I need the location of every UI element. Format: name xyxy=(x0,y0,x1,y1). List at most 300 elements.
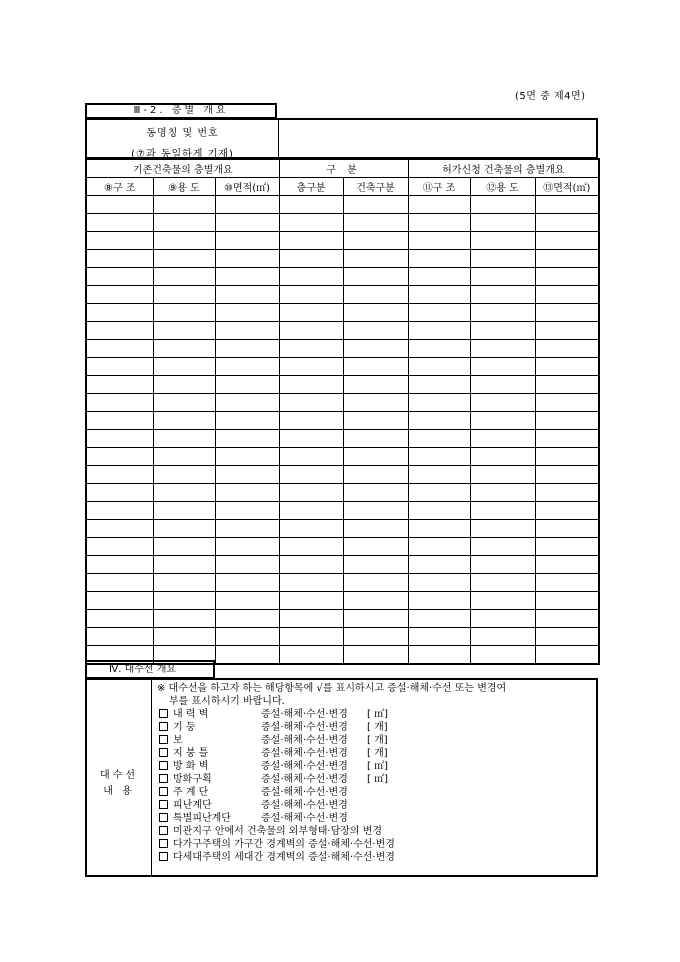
table-cell[interactable] xyxy=(408,484,470,502)
checkbox[interactable] xyxy=(159,852,168,861)
blank-rows xyxy=(86,196,599,665)
table-cell[interactable] xyxy=(470,232,535,250)
table-cell[interactable] xyxy=(215,646,279,665)
table-cell[interactable] xyxy=(535,610,599,628)
table-cell[interactable] xyxy=(215,394,279,412)
table-cell[interactable] xyxy=(408,358,470,376)
table-cell[interactable] xyxy=(343,322,408,340)
table-cell[interactable] xyxy=(279,592,343,610)
table-cell[interactable] xyxy=(215,268,279,286)
table-cell[interactable] xyxy=(279,412,343,430)
table-cell[interactable] xyxy=(408,304,470,322)
table-cell[interactable] xyxy=(408,628,470,646)
table-cell[interactable] xyxy=(408,250,470,268)
table-cell[interactable] xyxy=(470,214,535,232)
table-cell[interactable] xyxy=(535,628,599,646)
checkbox[interactable] xyxy=(159,735,168,744)
table-cell[interactable] xyxy=(535,232,599,250)
table-cell[interactable] xyxy=(470,448,535,466)
table-row xyxy=(86,394,599,412)
table-cell[interactable] xyxy=(86,250,153,268)
repair-item-options: 증설·해체·수선·변경 xyxy=(261,787,348,798)
table-cell[interactable] xyxy=(470,646,535,665)
table-cell[interactable] xyxy=(153,430,215,448)
checkbox[interactable] xyxy=(159,839,168,848)
table-cell[interactable] xyxy=(470,556,535,574)
table-cell[interactable] xyxy=(279,322,343,340)
table-cell[interactable] xyxy=(153,610,215,628)
col-header-structure-new: ⑪구 조 xyxy=(408,178,470,196)
table-cell[interactable] xyxy=(470,394,535,412)
table-cell[interactable] xyxy=(343,502,408,520)
table-cell[interactable] xyxy=(408,394,470,412)
repair-item xyxy=(157,773,597,786)
table-cell[interactable] xyxy=(86,520,153,538)
table-cell[interactable] xyxy=(153,574,215,592)
table-cell[interactable] xyxy=(343,592,408,610)
repair-item xyxy=(157,747,597,760)
table-cell[interactable] xyxy=(215,232,279,250)
table-row xyxy=(86,340,599,358)
table-cell[interactable] xyxy=(343,358,408,376)
table-cell[interactable] xyxy=(343,628,408,646)
checkbox[interactable] xyxy=(159,800,168,809)
repair-item-unit: [ 개] xyxy=(367,735,388,746)
instruction-line2: 부를 표시하시기 바랍니다. xyxy=(169,696,285,707)
table-cell[interactable] xyxy=(470,286,535,304)
table-cell[interactable] xyxy=(153,502,215,520)
table-cell[interactable] xyxy=(408,592,470,610)
table-cell[interactable] xyxy=(408,556,470,574)
building-name-label-line1: 동명칭 및 번호 xyxy=(146,128,219,139)
table-row xyxy=(86,466,599,484)
table-cell[interactable] xyxy=(86,484,153,502)
table-cell[interactable] xyxy=(153,484,215,502)
table-cell[interactable] xyxy=(470,376,535,394)
repair-item-unit: [ ㎡] xyxy=(367,761,388,772)
table-cell[interactable] xyxy=(470,340,535,358)
table-cell[interactable] xyxy=(343,484,408,502)
table-cell[interactable] xyxy=(279,394,343,412)
table-cell[interactable] xyxy=(279,196,343,214)
table-cell[interactable] xyxy=(215,538,279,556)
table-cell[interactable] xyxy=(86,322,153,340)
table-cell[interactable] xyxy=(86,610,153,628)
repair-item-long-text: 다가구주택의 가구간 경계벽의 증설·해체·수선·변경 xyxy=(173,839,395,850)
col-header-use-new: ⑫용 도 xyxy=(470,178,535,196)
table-cell[interactable] xyxy=(343,556,408,574)
table-cell[interactable] xyxy=(470,466,535,484)
table-cell[interactable] xyxy=(470,196,535,214)
table-cell[interactable] xyxy=(153,196,215,214)
table-cell[interactable] xyxy=(279,448,343,466)
table-cell[interactable] xyxy=(343,574,408,592)
table-cell[interactable] xyxy=(279,610,343,628)
table-cell[interactable] xyxy=(215,412,279,430)
repair-item-options: 증설·해체·수선·변경 xyxy=(261,813,348,824)
table-cell[interactable] xyxy=(279,340,343,358)
table-cell[interactable] xyxy=(470,322,535,340)
table-cell[interactable] xyxy=(408,412,470,430)
table-cell[interactable] xyxy=(535,556,599,574)
col-header-structure: ⑧구 조 xyxy=(86,178,153,196)
table-cell[interactable] xyxy=(535,520,599,538)
table-cell[interactable] xyxy=(279,574,343,592)
table-cell[interactable] xyxy=(86,466,153,484)
table-cell[interactable] xyxy=(343,340,408,358)
repair-label-column xyxy=(87,680,152,875)
table-cell[interactable] xyxy=(86,412,153,430)
table-cell[interactable] xyxy=(343,232,408,250)
table-row xyxy=(86,628,599,646)
table-cell[interactable] xyxy=(408,574,470,592)
table-cell[interactable] xyxy=(86,358,153,376)
table-cell[interactable] xyxy=(535,358,599,376)
table-cell[interactable] xyxy=(86,574,153,592)
table-cell[interactable] xyxy=(535,394,599,412)
table-row xyxy=(86,592,599,610)
table-row xyxy=(86,304,599,322)
applied-building-header: 허가신청 건축물의 층별개요 xyxy=(408,159,599,178)
table-cell[interactable] xyxy=(153,466,215,484)
table-cell[interactable] xyxy=(343,430,408,448)
table-cell[interactable] xyxy=(343,610,408,628)
table-cell[interactable] xyxy=(215,250,279,268)
repair-items xyxy=(157,708,597,864)
table-cell[interactable] xyxy=(215,376,279,394)
table-row xyxy=(86,574,599,592)
table-cell[interactable] xyxy=(279,466,343,484)
table-cell[interactable] xyxy=(86,268,153,286)
table-cell[interactable] xyxy=(215,286,279,304)
table-cell[interactable] xyxy=(279,628,343,646)
division-header: 구 분 xyxy=(279,159,408,178)
table-cell[interactable] xyxy=(215,592,279,610)
building-name-label xyxy=(87,120,279,158)
repair-item-name: 기 둥 xyxy=(173,722,196,733)
checkbox[interactable] xyxy=(159,826,168,835)
table-cell[interactable] xyxy=(470,250,535,268)
repair-item-unit xyxy=(367,812,427,825)
table-cell[interactable] xyxy=(470,430,535,448)
table-cell[interactable] xyxy=(279,232,343,250)
table-cell[interactable] xyxy=(343,520,408,538)
repair-item-options: 증설·해체·수선·변경 xyxy=(261,800,348,811)
table-cell[interactable] xyxy=(343,268,408,286)
table-cell[interactable] xyxy=(153,268,215,286)
table-cell[interactable] xyxy=(535,196,599,214)
repair-item-name: 피난계단 xyxy=(173,800,212,811)
table-cell[interactable] xyxy=(535,592,599,610)
table-row xyxy=(86,358,599,376)
repair-label-line2: 내 용 xyxy=(103,786,135,797)
col-header-area: ⑩면적(㎡) xyxy=(215,178,279,196)
table-cell[interactable] xyxy=(215,610,279,628)
table-row xyxy=(86,538,599,556)
repair-item-unit: [ ㎡] xyxy=(367,709,388,720)
table-cell[interactable] xyxy=(470,610,535,628)
repair-item-options: 증설·해체·수선·변경 xyxy=(261,748,348,759)
table-row xyxy=(86,610,599,628)
table-row xyxy=(86,268,599,286)
table-cell[interactable] xyxy=(470,358,535,376)
table-cell[interactable] xyxy=(535,538,599,556)
repair-item xyxy=(157,760,597,773)
col-header-building-type: 건축구분 xyxy=(343,178,408,196)
table-cell[interactable] xyxy=(408,538,470,556)
table-row xyxy=(86,232,599,250)
table-cell[interactable] xyxy=(535,484,599,502)
table-cell[interactable] xyxy=(153,412,215,430)
table-cell[interactable] xyxy=(86,538,153,556)
table-cell[interactable] xyxy=(408,376,470,394)
table-cell[interactable] xyxy=(535,646,599,665)
table-cell[interactable] xyxy=(215,574,279,592)
table-cell[interactable] xyxy=(408,646,470,665)
table-cell[interactable] xyxy=(343,394,408,412)
table-cell[interactable] xyxy=(153,592,215,610)
table-cell[interactable] xyxy=(153,322,215,340)
table-cell[interactable] xyxy=(343,196,408,214)
table-cell[interactable] xyxy=(535,268,599,286)
table-cell[interactable] xyxy=(408,214,470,232)
table-cell[interactable] xyxy=(408,610,470,628)
table-cell[interactable] xyxy=(535,574,599,592)
repair-item-long xyxy=(157,825,597,838)
table-cell[interactable] xyxy=(153,394,215,412)
table-cell[interactable] xyxy=(535,322,599,340)
existing-building-header: 기존건축물의 층별개요 xyxy=(86,159,279,178)
repair-item xyxy=(157,721,597,734)
table-cell[interactable] xyxy=(408,502,470,520)
repair-item-name: 방화구획 xyxy=(173,774,212,785)
table-cell[interactable] xyxy=(86,502,153,520)
table-cell[interactable] xyxy=(86,628,153,646)
table-cell[interactable] xyxy=(408,286,470,304)
table-cell[interactable] xyxy=(153,286,215,304)
table-cell[interactable] xyxy=(470,628,535,646)
table-cell[interactable] xyxy=(153,376,215,394)
table-cell[interactable] xyxy=(86,286,153,304)
table-cell[interactable] xyxy=(153,250,215,268)
checkbox[interactable] xyxy=(159,774,168,783)
table-cell[interactable] xyxy=(535,250,599,268)
checkbox[interactable] xyxy=(159,787,168,796)
checkbox[interactable] xyxy=(159,761,168,770)
col-header-floor: 층구분 xyxy=(279,178,343,196)
checkbox[interactable] xyxy=(159,813,168,822)
table-cell[interactable] xyxy=(470,304,535,322)
table-cell[interactable] xyxy=(279,538,343,556)
form-frame xyxy=(85,103,598,877)
table-cell[interactable] xyxy=(279,214,343,232)
table-cell[interactable] xyxy=(343,376,408,394)
instruction-line1: ※ 대수선을 하고자 하는 해당항목에 √를 표시하시고 증설·해체·수선 또는 변경여 xyxy=(157,683,507,694)
table-cell[interactable] xyxy=(343,412,408,430)
repair-label-line1: 대수선 xyxy=(100,770,138,781)
table-cell[interactable] xyxy=(86,214,153,232)
repair-item-unit xyxy=(367,799,427,812)
repair-item-name: 특별피난계단 xyxy=(173,813,231,824)
table-cell[interactable] xyxy=(279,358,343,376)
table-cell[interactable] xyxy=(279,484,343,502)
repair-item xyxy=(157,734,597,747)
table-row xyxy=(86,412,599,430)
table-cell[interactable] xyxy=(408,232,470,250)
repair-item xyxy=(157,812,597,825)
table-cell[interactable] xyxy=(470,502,535,520)
table-cell[interactable] xyxy=(535,286,599,304)
table-cell[interactable] xyxy=(279,430,343,448)
repair-item-unit: [ 개] xyxy=(367,748,388,759)
repair-item-long-text: 미관지구 안에서 건축물의 외부형태·담장의 변경 xyxy=(173,826,383,837)
table-cell[interactable] xyxy=(535,430,599,448)
table-cell[interactable] xyxy=(343,286,408,304)
table-row xyxy=(86,214,599,232)
table-cell[interactable] xyxy=(408,322,470,340)
table-cell[interactable] xyxy=(215,304,279,322)
table-cell[interactable] xyxy=(215,466,279,484)
table-row xyxy=(86,250,599,268)
table-cell[interactable] xyxy=(215,214,279,232)
table-cell[interactable] xyxy=(408,448,470,466)
table-cell[interactable] xyxy=(153,520,215,538)
table-cell[interactable] xyxy=(86,304,153,322)
table-cell[interactable] xyxy=(408,430,470,448)
repair-item-options: 증설·해체·수선·변경 xyxy=(261,774,348,785)
table-cell[interactable] xyxy=(535,304,599,322)
table-cell[interactable] xyxy=(535,448,599,466)
table-cell[interactable] xyxy=(535,502,599,520)
table-row xyxy=(86,286,599,304)
table-cell[interactable] xyxy=(343,448,408,466)
table-cell[interactable] xyxy=(408,520,470,538)
col-header-use: ⑨용 도 xyxy=(153,178,215,196)
table-cell[interactable] xyxy=(535,340,599,358)
table-cell[interactable] xyxy=(470,484,535,502)
checkbox[interactable] xyxy=(159,722,168,731)
table-cell[interactable] xyxy=(343,214,408,232)
table-cell[interactable] xyxy=(215,448,279,466)
table-cell[interactable] xyxy=(153,340,215,358)
repair-item-name: 방 화 벽 xyxy=(173,761,209,772)
repair-item-options: 증설·해체·수선·변경 xyxy=(261,709,348,720)
table-cell[interactable] xyxy=(86,448,153,466)
repair-item xyxy=(157,799,597,812)
table-cell[interactable] xyxy=(343,466,408,484)
table-cell[interactable] xyxy=(535,376,599,394)
table-cell[interactable] xyxy=(343,538,408,556)
table-cell[interactable] xyxy=(86,592,153,610)
table-cell[interactable] xyxy=(153,448,215,466)
table-cell[interactable] xyxy=(279,376,343,394)
table-cell[interactable] xyxy=(215,628,279,646)
table-cell[interactable] xyxy=(86,196,153,214)
table-row xyxy=(86,196,599,214)
col-header-area-new: ⑬면적(㎡) xyxy=(535,178,599,196)
repair-item-unit: [ 개] xyxy=(367,722,388,733)
table-cell[interactable] xyxy=(470,412,535,430)
table-cell[interactable] xyxy=(343,304,408,322)
table-row xyxy=(86,448,599,466)
repair-item-long-text: 다세대주택의 세대간 경계벽의 증설·해체·수선·변경 xyxy=(173,852,395,863)
table-cell[interactable] xyxy=(343,250,408,268)
table-cell[interactable] xyxy=(535,412,599,430)
table-cell[interactable] xyxy=(215,520,279,538)
table-row xyxy=(86,322,599,340)
building-name-row xyxy=(85,118,598,158)
table-cell[interactable] xyxy=(470,592,535,610)
table-cell[interactable] xyxy=(215,322,279,340)
table-cell[interactable] xyxy=(279,268,343,286)
section4-title: Ⅳ. 대수선 개요 xyxy=(85,660,215,678)
checkbox[interactable] xyxy=(159,709,168,718)
table-cell[interactable] xyxy=(215,358,279,376)
repair-content xyxy=(157,682,597,864)
table-cell[interactable] xyxy=(408,466,470,484)
table-cell[interactable] xyxy=(535,214,599,232)
table-cell[interactable] xyxy=(153,358,215,376)
table-cell[interactable] xyxy=(215,484,279,502)
table-cell[interactable] xyxy=(215,430,279,448)
table-cell[interactable] xyxy=(279,304,343,322)
table-cell[interactable] xyxy=(470,520,535,538)
table-cell[interactable] xyxy=(279,646,343,665)
repair-item xyxy=(157,786,597,799)
building-name-field[interactable] xyxy=(279,120,598,158)
table-cell[interactable] xyxy=(86,340,153,358)
table-cell[interactable] xyxy=(153,538,215,556)
table-cell[interactable] xyxy=(153,232,215,250)
table-row xyxy=(86,520,599,538)
table-cell[interactable] xyxy=(408,268,470,286)
table-cell[interactable] xyxy=(470,538,535,556)
table-cell[interactable] xyxy=(215,502,279,520)
table-cell[interactable] xyxy=(215,196,279,214)
table-cell[interactable] xyxy=(153,628,215,646)
table-cell[interactable] xyxy=(86,430,153,448)
repair-item-name: 내 력 벽 xyxy=(173,709,209,720)
table-cell[interactable] xyxy=(279,520,343,538)
repair-item-options: 증설·해체·수선·변경 xyxy=(261,761,348,772)
checkbox[interactable] xyxy=(159,748,168,757)
table-cell[interactable] xyxy=(279,502,343,520)
table-cell[interactable] xyxy=(279,556,343,574)
table-cell[interactable] xyxy=(470,574,535,592)
table-cell[interactable] xyxy=(86,394,153,412)
table-cell[interactable] xyxy=(215,340,279,358)
repair-content-box xyxy=(85,678,598,877)
page-number: (5면 중 제4면) xyxy=(515,91,586,102)
table-cell[interactable] xyxy=(153,214,215,232)
table-cell[interactable] xyxy=(343,646,408,665)
table-cell[interactable] xyxy=(408,196,470,214)
table-cell[interactable] xyxy=(86,556,153,574)
table-cell[interactable] xyxy=(153,304,215,322)
section3-title: Ⅲ-2. 층별 개요 xyxy=(85,103,277,118)
table-cell[interactable] xyxy=(470,268,535,286)
repair-item-long xyxy=(157,838,597,851)
table-cell[interactable] xyxy=(86,376,153,394)
table-cell[interactable] xyxy=(215,556,279,574)
table-cell[interactable] xyxy=(279,286,343,304)
table-row xyxy=(86,502,599,520)
table-cell[interactable] xyxy=(408,340,470,358)
table-cell[interactable] xyxy=(153,556,215,574)
table-cell[interactable] xyxy=(86,232,153,250)
table-cell[interactable] xyxy=(535,466,599,484)
table-cell[interactable] xyxy=(279,250,343,268)
